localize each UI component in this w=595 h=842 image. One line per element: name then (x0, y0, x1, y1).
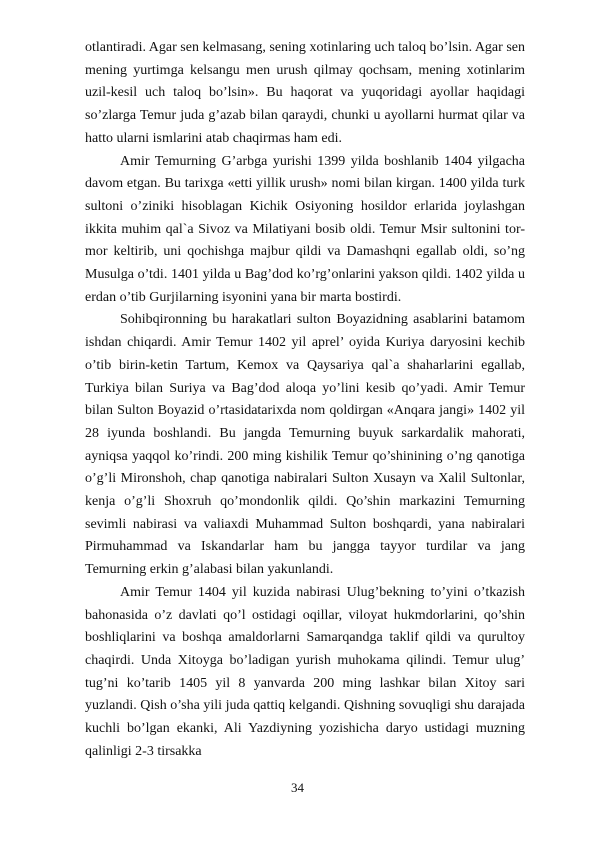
paragraph-1: otlantiradi. Agar sen kelmasang, sening xotinlaring uch taloq bo’lsin. Agar sen mening yurtimga kelsangu men urush qilmay qochsam, mening xotinlarim uzil-kesil uch taloq bo’lsin». Bu haqorat va yuqoridagi ayollar haqidagi so’zlarga Temur juda g’azab bilan qaraydi, chunki u ayollarni hurmat qilar va hatto ularni ismlarini atab chaqirmas ham edi. (85, 40, 525, 146)
paragraph-3: Sohibqironning bu harakatlari sulton Boyazidning asablarini batamom ishdan chiqardi. Amir Temur 1402 yil aprel’ oyida Kuriya daryosini kechib o’tib birin-ketin Tartum, Kemox va Qaysariya qal`a shaharlarini egallab, Turkiya bilan Suriya va Bag’dod aloqa yo’lini kesib qo’yadi. Amir Temur bilan Sulton Boyazid o’rtasidatarixda nom qoldirgan «Anqara jangi» 1402 yil 28 iyunda boshlandi. Bu jangda Temurning buyuk sarkardalik mahorati, ayniqsa yaqqol ko’rindi. 200 ming kishilik Temur qo’shinining o’ng qanotiga o’g’li Mironshoh, chap qanotiga nabiralari Sulton Xusayn va Xalil Sultonlar, kenja o’g’li Shoxruh qo’mondonlik qildi. Qo’shin markazini Temurning sevimli nabirasi va valiaxdi Muhammad Sulton boshqardi, yana nabiralari Pirmuhammad va Iskandarlar ham bu jangga tayyor turdilar va jang Temurning erkin g’alabasi bilan yakunlandi. (85, 312, 525, 578)
page-number: 34 (291, 780, 304, 795)
document-body (85, 37, 525, 764)
paragraph-2: Amir Temurning G’arbga yurishi 1399 yilda boshlanib 1404 yilgacha davom etgan. Bu tarixga «etti yillik urush» nomi bilan kirgan. 1400 yilda turk sultoni o’ziniki hisoblagan Kichik Osiyoning hosildor erlarida joylashgan ikkita muhim qal`a Sivoz va Milatiyani bosib oldi. Temur Msir sultonini tor-mor keltirib, uni qochishga majbur qildi va Damashqni egallab oldi, so’ng Musulga o’tdi. 1401 yilda u Bag’dod ko’rg’onlarini yakson qildi. 1402 yilda u erdan o’tib Gurjilarning isyonini yana bir marta bostirdi. (85, 153, 525, 305)
paragraph-4: Amir Temur 1404 yil kuzida nabirasi Ulug’bekning to’yini o’tkazish bahonasida o’z davlati qo’l ostidagi oqillar, viloyat hukmdorlarini, qo’shin boshliqlarini va boshqa amaldorlarni Samarqandga taklif qildi va qurultoy chaqirdi. Unda Xitoyga bo’ladigan yurish muhokama qilindi. Temur ulug’ tug’ni ko’tarib 1405 yil 8 yanvarda 200 ming lashkar bilan Xitoy sari yuzlandi. Qish o’sha yili juda qattiq kelgandi. Qishning sovuqligi shu darajada kuchli bo’lgan ekanki, Ali Yazdiyning yozishicha daryo ustidagi muzning qalinligi 2-3 tirsakka (85, 584, 525, 759)
